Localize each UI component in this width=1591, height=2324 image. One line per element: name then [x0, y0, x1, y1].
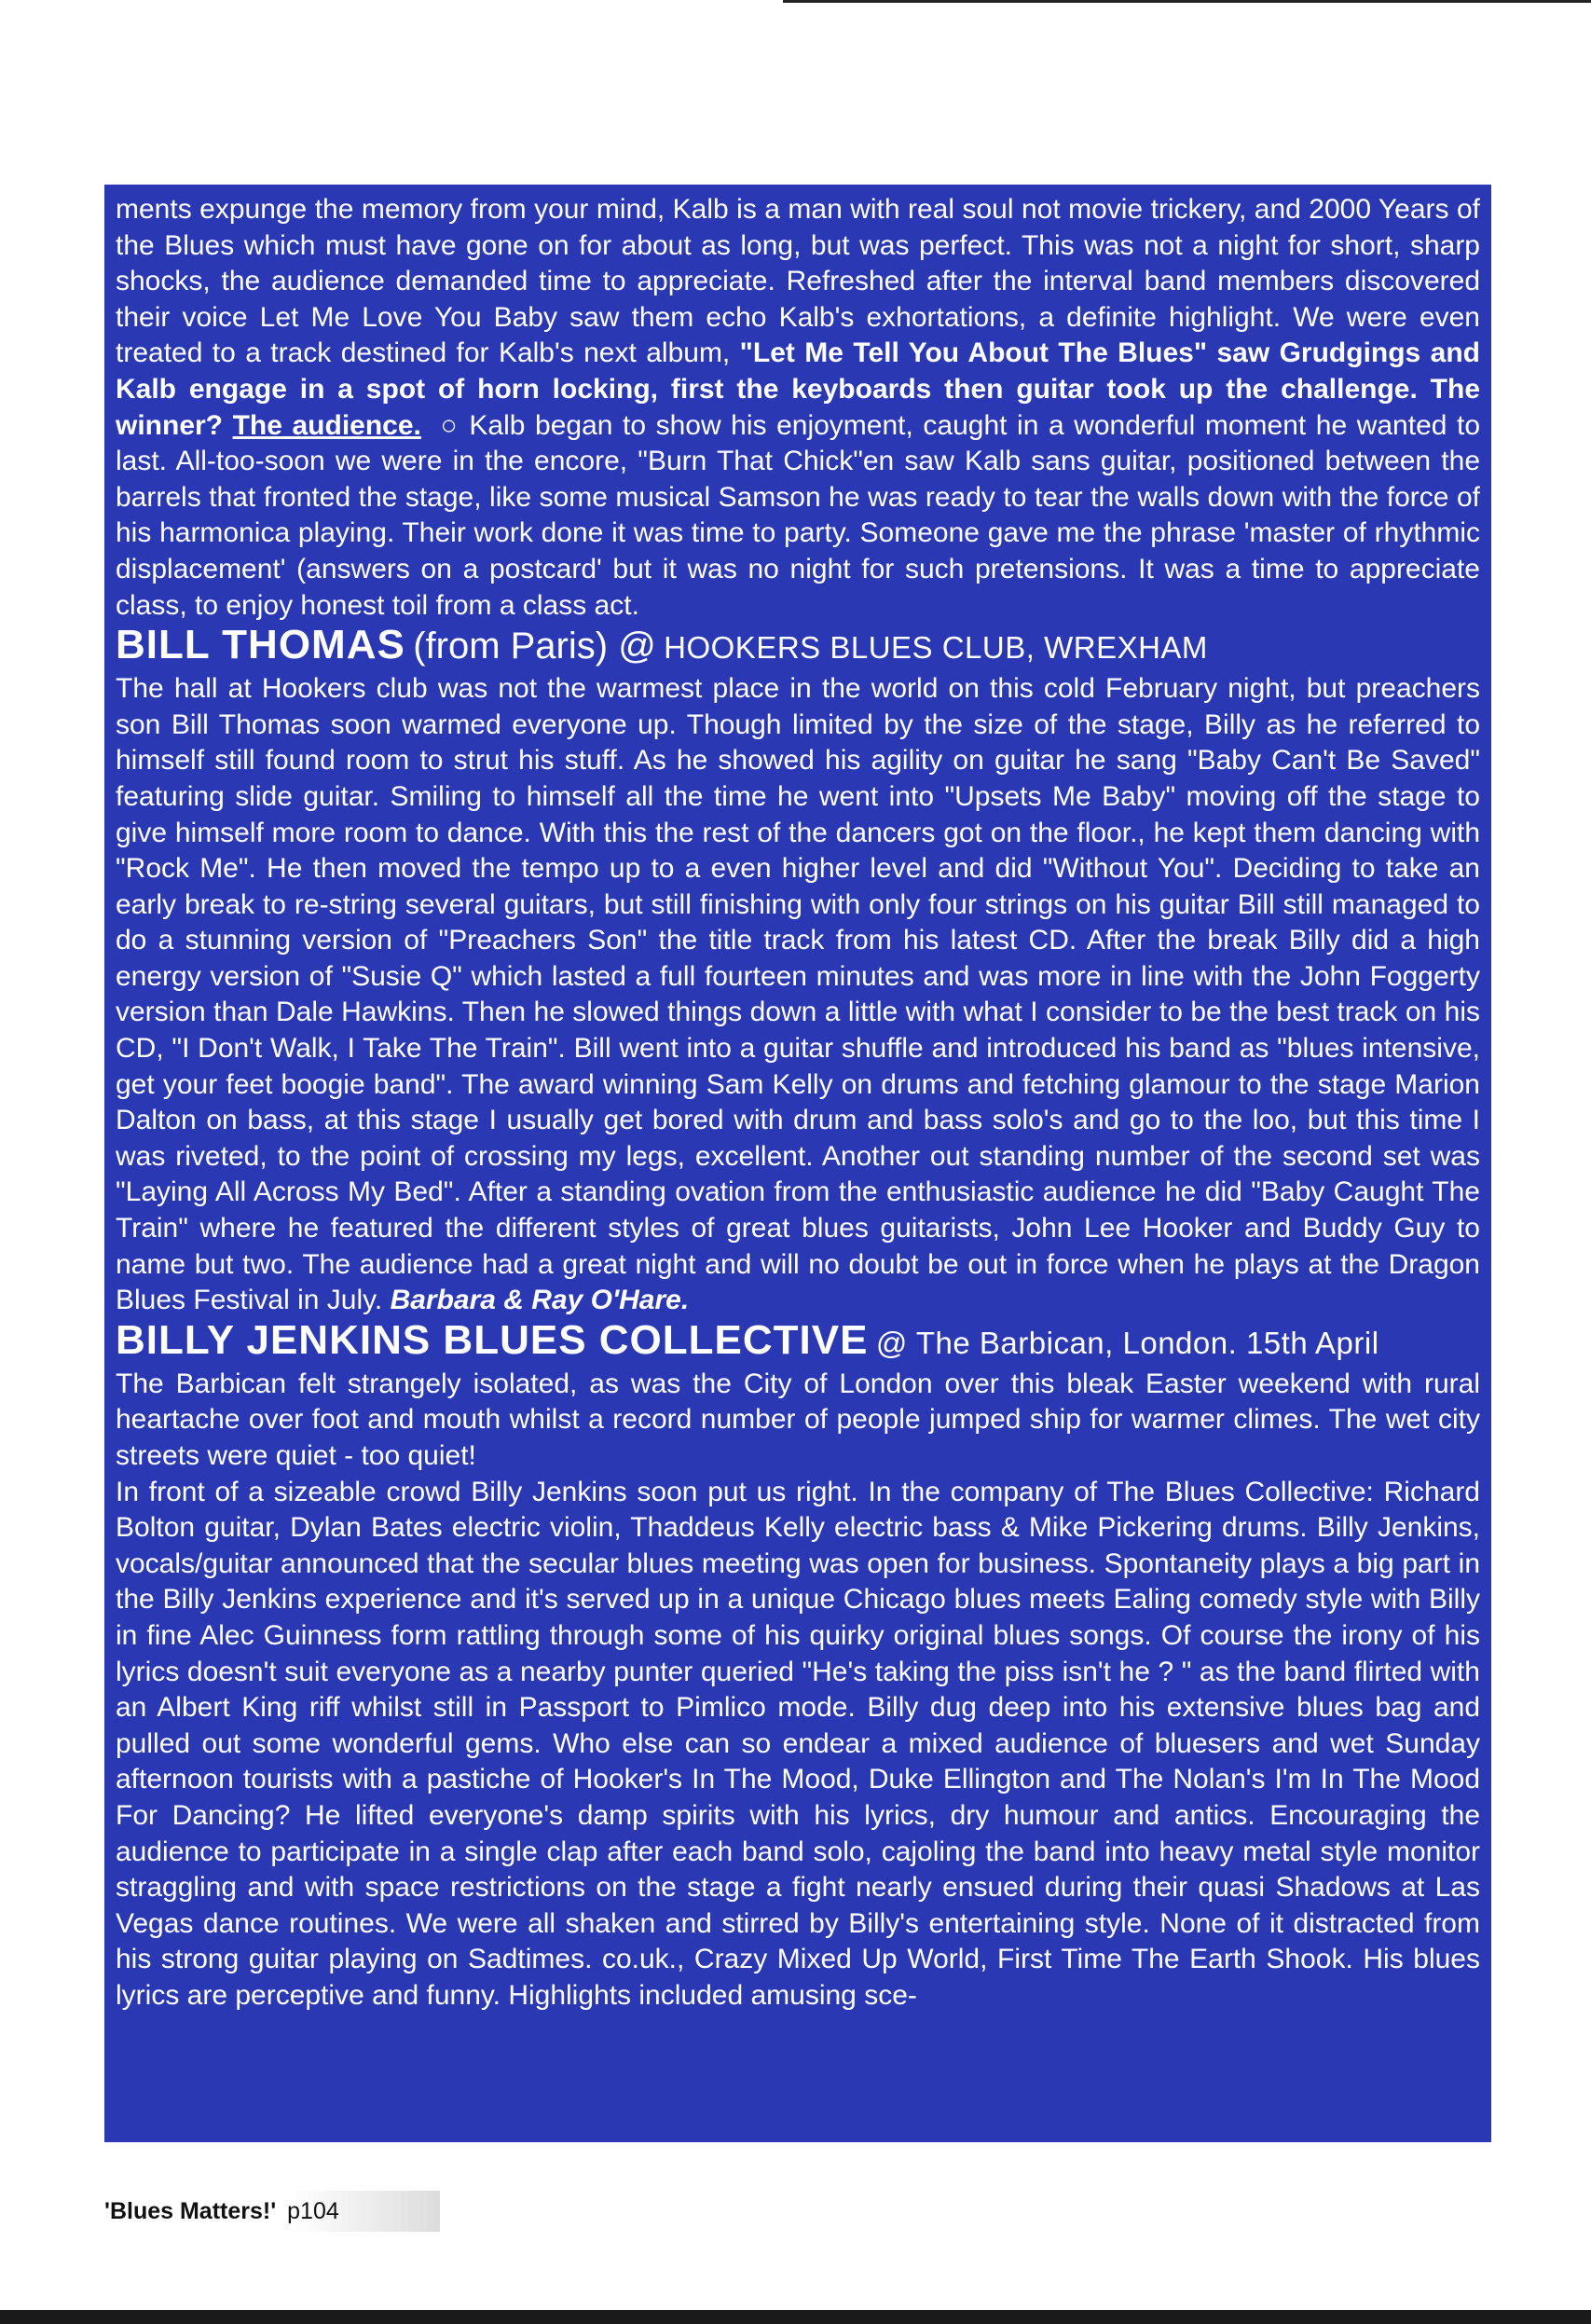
top-rule — [783, 0, 1591, 3]
billy-jenkins-paragraph-1: The Barbican felt strangely isolated, as was the City of London over this bleak Easter weekend with rural heartache over foot and mouth whilst a record number of people jumped ship for warmer climes. The wet city streets were quiet - too quiet! — [116, 1368, 1480, 1471]
magazine-title: 'Blues Matters!' — [104, 2198, 277, 2224]
review-kalb-paragraph — [116, 192, 1480, 624]
bill-thomas-heading-venue: HOOKERS BLUES CLUB, WREXHAM — [664, 630, 1208, 666]
bill-thomas-paragraph — [116, 671, 1480, 1319]
article-panel — [104, 185, 1491, 2142]
bill-thomas-heading-origin: (from Paris) @ — [413, 626, 656, 667]
review-kalb-bold-text: "Let Me Tell You About The Blues" saw Grudgings and Kalb engage in a spot of horn locking, first the keyboards then guitar took up the challenge. The winner? — [116, 337, 1480, 441]
bullet-icon: ○ — [440, 409, 459, 441]
bill-thomas-signature: Barbara & Ray O'Hare. — [390, 1285, 690, 1316]
billy-jenkins-heading-name: BILLY JENKINS BLUES COLLECTIVE — [116, 1316, 869, 1363]
review-kalb-text-1: ments expunge the memory from your mind, Kalb is a man with real soul not movie trickery, and 2000 Years of the Blues which must have gone on for about as long, but was perfect. This was not a night for short, sharp shocks, the audience demanded time to appreciate. Refreshed after the interval band members discovered their voice Let Me Love You Baby saw them echo Kalb's exhortations, a definite highlight. We were even treated to a track destined for Kalb's next album, — [116, 194, 1480, 369]
review-kalb-text-2: Kalb began to show his enjoyment, caught in a wonderful moment he wanted to last. All-too-soon we were in the encore, "Burn That Chick"en saw Kalb sans guitar, positioned between the barrels that fronted the stage, like some musical Samson he was ready to tear the walls down with the force of his harmonica playing. Their work done it was time to party. Someone gave me the phrase 'master of rhythmic displacement' (answers on a postcard' but it was no night for such pretensions. It was a time to appreciate class, to enjoy honest toil from a class act. — [116, 409, 1481, 621]
bill-thomas-heading-name: BILL THOMAS — [116, 622, 405, 668]
page-number: p104 — [287, 2198, 339, 2224]
bill-thomas-heading — [116, 624, 1480, 671]
billy-jenkins-heading — [116, 1316, 1480, 1367]
bill-thomas-body: The hall at Hookers club was not the warmest place in the world on this cold February night, but preachers son Bill Thomas soon warmed everyone up. Though limited by the size of the stage, Billy as he referred to himself still found room to strut his stuff. As he showed his agility on guitar he sang "Baby Can't Be Saved" featuring slide guitar. Smiling to himself all the time he went into "Upsets Me Baby" moving off the stage to give himself more room to dance. With this the rest of the dancers got on the floor., he kept them dancing with "Rock Me". He then moved the tempo up to a even higher level and did "Without You". Deciding to take an early break to re-string several guitars, but still finishing with only four strings on his guitar Bill still managed to do a stunning version of "Preachers Son" the title track from his latest CD. After the break Billy did a high energy version of "Susie Q" which lasted a full fourteen minutes and was more in line with the John Foggerty version than Dale Hawkins. Then he slowed things down a little with what I consider to be the best track on his CD, "I Don't Walk, I Take The Train". Bill went into a guitar shuffle and introduced his band as "blues intensive, get your feet boogie band". The award winning Sam Kelly on drums and fetching glamour to the stage Marion Dalton on bass, at this stage I usually get bored with drum and bass solo's and go to the loo, but this time I was riveted, to the point of crossing my legs, excellent. Another out standing number of the second set was "Laying All Across My Bed". After a standing ovation from the enthusiastic audience he did "Baby Caught The Train" where he featured the different styles of great blues guitarists, John Lee Hooker and Buddy Guy to name but two. The audience had a great night and will no doubt be out in force when he plays at the Dragon Blues Festival in July. — [116, 673, 1480, 1316]
page-footer — [104, 2191, 440, 2232]
bottom-rule — [0, 2310, 1591, 2324]
billy-jenkins-heading-venue: @ The Barbican, London. 15th April — [875, 1325, 1379, 1360]
review-kalb-underlined-text: The audience. — [232, 409, 421, 441]
billy-jenkins-paragraph-2: In front of a sizeable crowd Billy Jenkins soon put us right. In the company of The Blues Collective: Richard Bolton guitar, Dylan Bates electric violin, Thaddeus Kelly electric bass & Mike Pickering drums. Billy Jenkins, vocals/guitar announced that the secular blues meeting was open for business. Spontaneity plays a big part in the Billy Jenkins experience and it's served up in a unique Chicago blues meets Ealing comedy style with Billy in fine Alec Guinness form rattling through some of his quirky original blues songs. Of course the irony of his lyrics doesn't suit everyone as a nearby punter queried "He's taking the piss isn't he ? " as the band flirted with an Albert King riff whilst still in Passport to Pimlico mode. Billy dug deep into his extensive blues bag and pulled out some wonderful gems. Who else can so endear a mixed audience of bluesers and wet Sunday afternoon tourists with a pastiche of Hooker's In The Mood, Duke Ellington and The Nolan's I'm In The Mood For Dancing? He lifted everyone's damp spirits with his lyrics, dry humour and antics. Encouraging the audience to participate in a single clap after each band solo, cajoling the band into heavy metal style monitor straggling and with space restrictions on the stage a fight nearly ensued during their quasi Shadows at Las Vegas dance routines. We were all shaken and stirred by Billy's entertaining style. None of it distracted from his strong guitar playing on Sadtimes. co.uk., Crazy Mixed Up World, First Time The Earth Shook. His blues lyrics are perceptive and funny. Highlights included amusing sce- — [116, 1476, 1480, 2011]
